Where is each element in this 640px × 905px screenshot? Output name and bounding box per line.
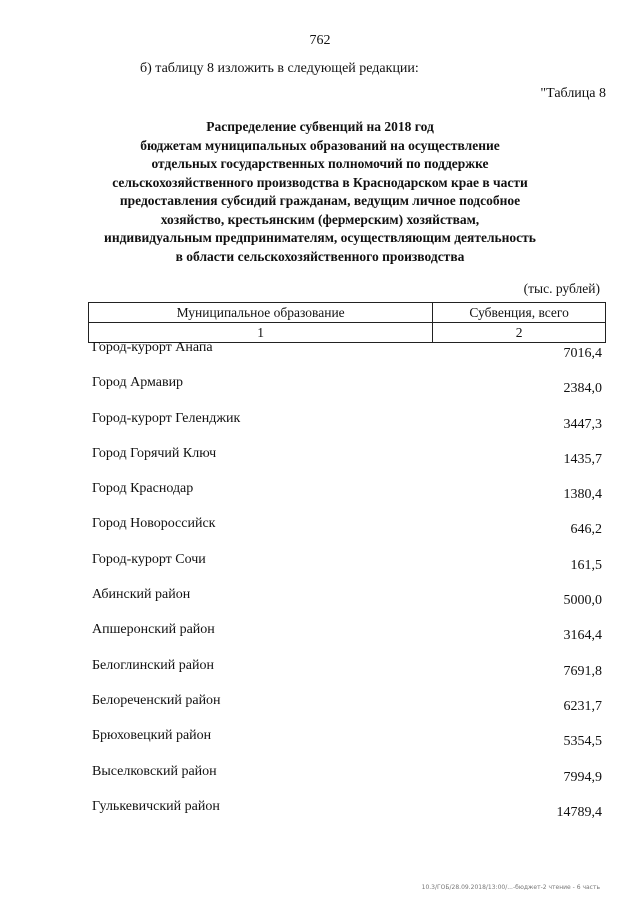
table-header xyxy=(88,302,606,343)
table-row xyxy=(0,481,640,516)
table-row xyxy=(0,552,640,587)
header-row xyxy=(89,303,606,323)
table-row xyxy=(0,446,640,481)
municipality-name: Белоглинский район xyxy=(92,657,214,673)
header-municipality: Муниципальное образование xyxy=(89,303,433,323)
table-row xyxy=(0,622,640,657)
header-subvention: Субвенция, всего xyxy=(433,303,606,323)
table-row xyxy=(0,799,640,834)
column-number-2: 2 xyxy=(433,323,606,343)
table-row xyxy=(0,764,640,799)
subvention-value: 3447,3 xyxy=(563,416,602,432)
table-row xyxy=(0,658,640,693)
title-line: сельскохозяйственного производства в Краснодарском крае в части xyxy=(112,174,528,190)
municipality-name: Город Горячий Ключ xyxy=(92,445,217,461)
title-line: отдельных государственных полномочий по поддержке xyxy=(151,156,489,171)
instruction-text: б) таблицу 8 изложить в следующей редакции: xyxy=(140,61,419,76)
document-title xyxy=(60,118,580,266)
subvention-value: 7691,8 xyxy=(563,663,602,679)
title-line: в области сельскохозяйственного производства xyxy=(175,248,465,264)
title-line: бюджетам муниципальных образований на осуществление xyxy=(140,137,500,153)
subvention-value: 1380,4 xyxy=(563,487,602,503)
municipality-name: Абинский район xyxy=(92,587,191,603)
municipality-name: Город Краснодар xyxy=(92,481,194,497)
table-body xyxy=(0,340,640,834)
title-line: индивидуальным предпринимателям, осуществляющим деятельность xyxy=(104,230,536,245)
table-row xyxy=(0,728,640,763)
municipality-name: Город-курорт Анапа xyxy=(92,340,213,355)
table-row xyxy=(0,693,640,728)
title-line: хозяйство, крестьянским (фермерским) хозяйствам, xyxy=(160,211,480,227)
municipality-name: Апшеронский район xyxy=(92,622,215,638)
subvention-value: 1435,7 xyxy=(563,451,602,467)
subvention-value: 5000,0 xyxy=(563,593,602,609)
subvention-value: 161,5 xyxy=(570,557,602,573)
municipality-name: Город Новороссийск xyxy=(92,516,216,532)
subvention-value: 646,2 xyxy=(570,522,602,538)
column-number-1: 1 xyxy=(89,323,433,343)
municipality-name: Белореченский район xyxy=(92,692,221,708)
title-line: Распределение субвенций на 2018 год xyxy=(206,119,434,134)
subvention-value: 3164,4 xyxy=(563,628,602,644)
page-number: 762 xyxy=(309,33,331,48)
municipality-name: Брюховецкий район xyxy=(92,728,212,744)
subvention-value: 7994,9 xyxy=(563,769,602,785)
units-label: (тыс. рублей) xyxy=(523,281,600,296)
subvention-value: 7016,4 xyxy=(563,346,602,361)
subvention-value: 6231,7 xyxy=(563,698,602,714)
table-row xyxy=(0,516,640,551)
municipality-name: Выселковский район xyxy=(92,763,217,779)
table-row xyxy=(0,411,640,446)
municipality-name: Город-курорт Сочи xyxy=(92,551,206,567)
subvention-value: 2384,0 xyxy=(563,381,602,397)
subvention-value: 14789,4 xyxy=(556,804,602,820)
table-row xyxy=(0,340,640,375)
table-row xyxy=(0,587,640,622)
table-caption: "Таблица 8 xyxy=(540,86,606,101)
municipality-name: Гулькевичский район xyxy=(92,798,220,814)
footer-stamp: 10.3/ГОБ/28.09.2018/13:00/...-бюджет-2 чтение - 6 часть xyxy=(421,884,600,891)
municipality-name: Город-курорт Геленджик xyxy=(92,410,241,426)
table-row xyxy=(0,375,640,410)
subvention-value: 5354,5 xyxy=(563,734,602,750)
municipality-name: Город Армавир xyxy=(92,375,184,391)
title-line: предоставления субсидий гражданам, ведущим личное подсобное xyxy=(119,193,521,208)
